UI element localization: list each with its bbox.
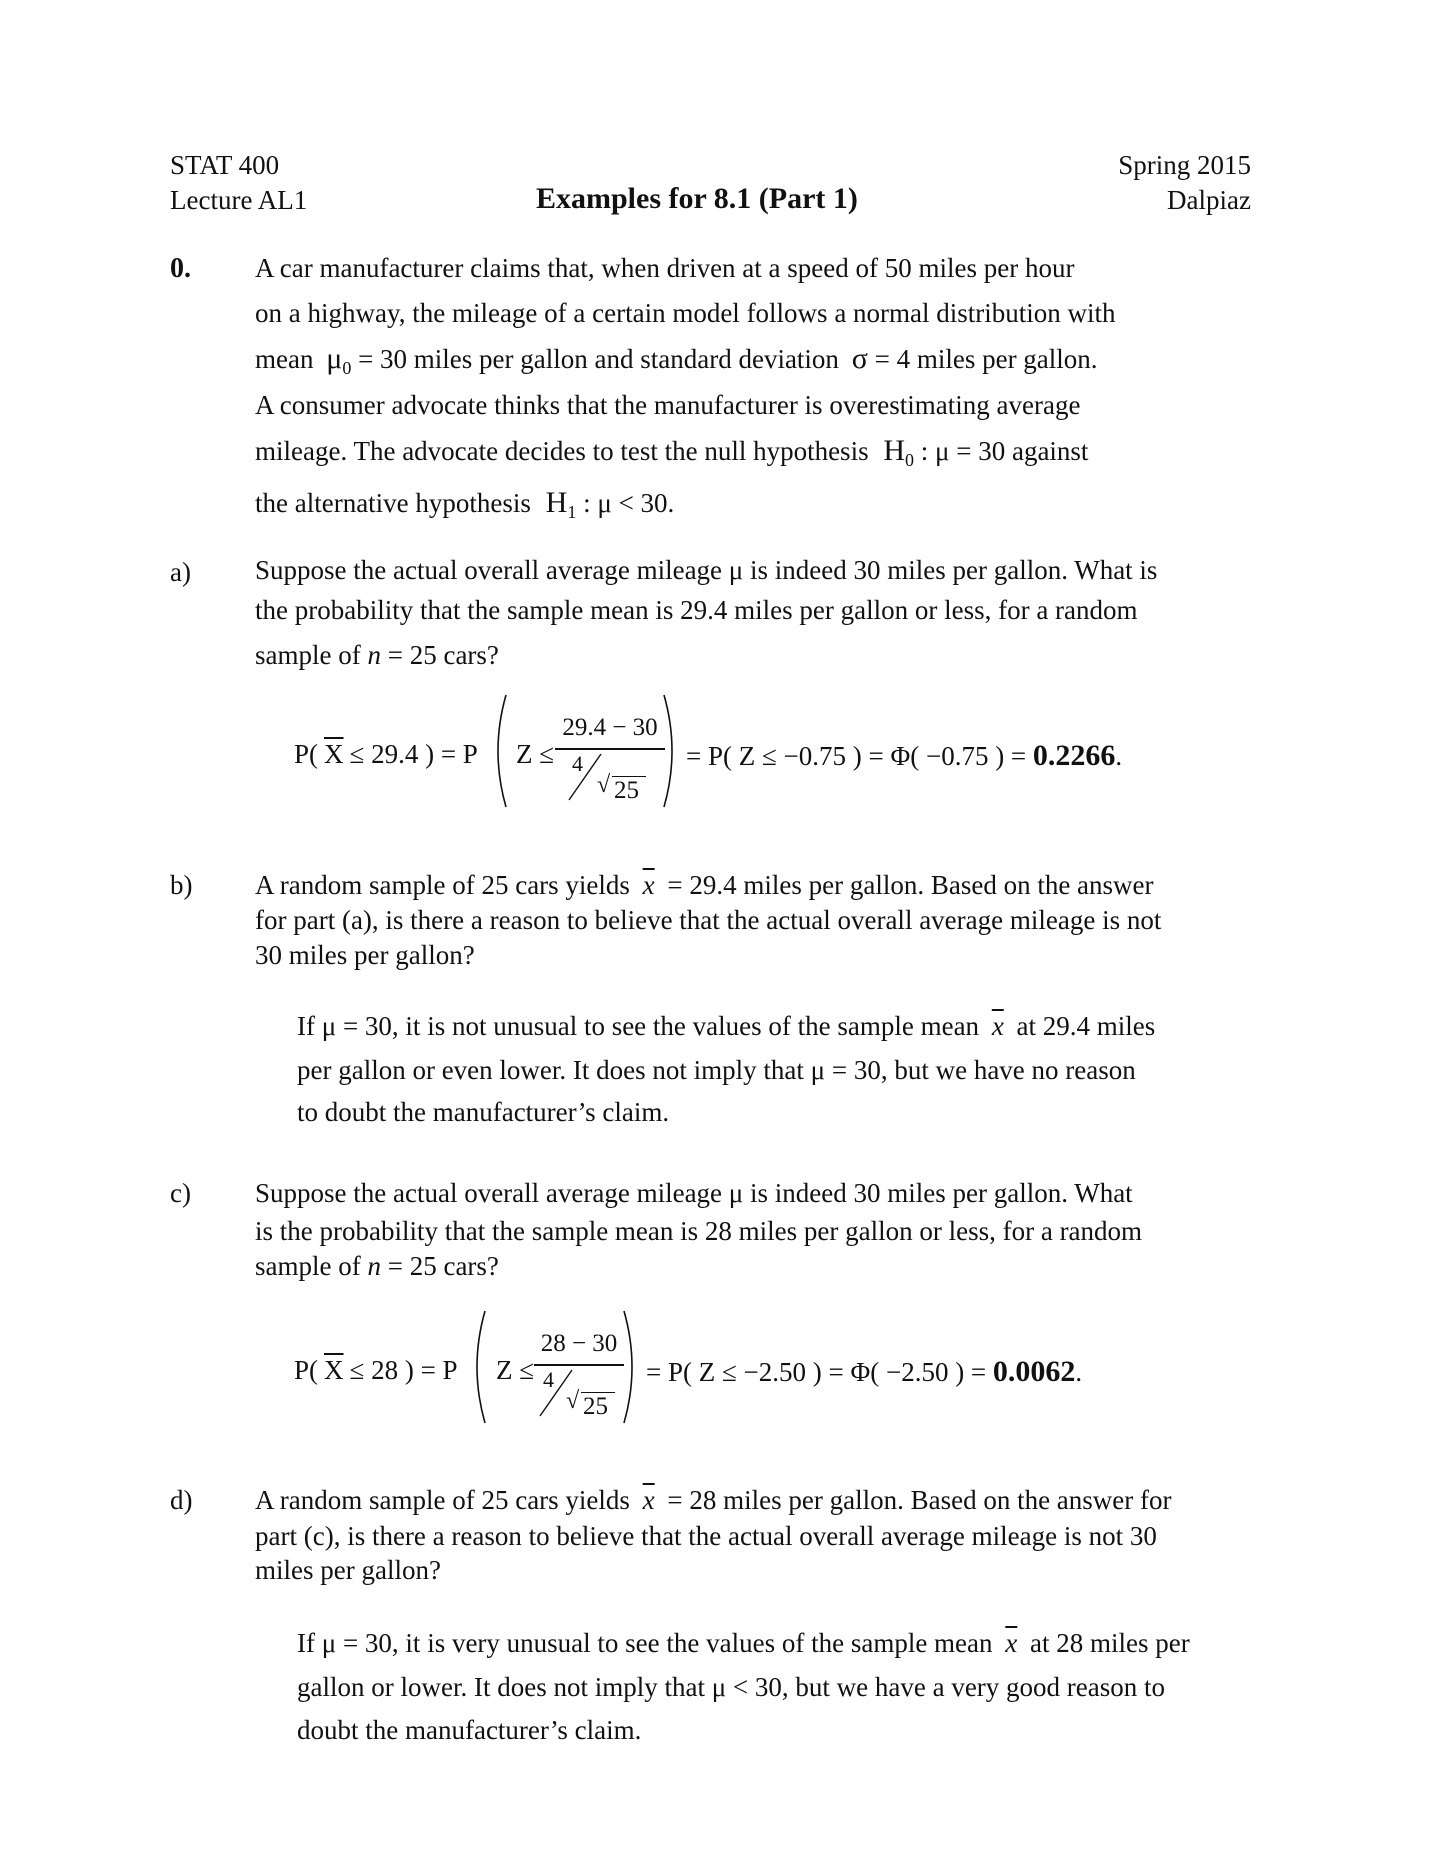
formula-a-p: P(	[294, 739, 319, 769]
formula-c-den-sqrt: √	[566, 1388, 580, 1414]
page-title: Examples for 8.1 (Part 1)	[536, 182, 858, 215]
part-d-answer-1b: at 28 miles per	[1030, 1628, 1190, 1658]
problem-0-line-2: on a highway, the mileage of a certain model follows a normal distribution with	[255, 298, 1116, 328]
part-a-line-2: the probability that the sample mean is 29.4 miles per gallon or less, for a random	[255, 595, 1138, 625]
part-b-value: = 29.4 miles per gallon. Based on the answer	[667, 870, 1154, 900]
formula-a-result: 0.2266	[1032, 739, 1116, 772]
part-a-label: a)	[170, 557, 191, 587]
part-d-line-2: part (c), is there a reason to believe that the actual overall average mileage is not 30	[255, 1521, 1157, 1551]
formula-c-numerator: 28 − 30	[540, 1330, 618, 1357]
formula-c-rhs-text: = P( Z ≤ −2.50 ) = Φ( −2.50 ) =	[646, 1357, 987, 1387]
n-variable: n	[367, 640, 381, 670]
formula-a-den-sqrt: √	[597, 772, 611, 798]
part-b-label: b)	[170, 870, 193, 900]
formula-c-period: .	[1075, 1357, 1083, 1387]
sd-value-text: = 4 miles per gallon.	[874, 344, 1098, 374]
mean-word: mean	[255, 344, 314, 374]
formula-a-period: .	[1115, 741, 1123, 771]
formula-c-right-paren	[620, 1308, 642, 1426]
formula-a-right-paren	[660, 692, 682, 810]
null-hyp-H: H	[883, 434, 905, 467]
part-b-line-2: for part (a), is there a reason to believe that the actual overall average mileage is not	[255, 905, 1162, 935]
sigma-symbol: σ	[851, 342, 868, 375]
lecture-section: Lecture AL1	[170, 185, 308, 215]
formula-a-z: Z ≤	[516, 739, 555, 769]
part-b-answer-1a: If μ = 30, it is not unusual to see the values of the sample mean	[297, 1011, 980, 1041]
part-b-line-1	[255, 872, 1154, 899]
n-variable-c: n	[367, 1251, 381, 1281]
part-d-answer-xbar: $\overline{x}$	[1005, 1628, 1018, 1658]
mean-value-text: = 30 miles per gallon and standard deviation	[358, 344, 839, 374]
formula-a-lhs	[294, 739, 478, 770]
sample-of-text-c: sample of	[255, 1251, 361, 1281]
problem-0-line-3	[255, 342, 1098, 378]
part-b-answer-xbar: $\overline{x}$	[991, 1011, 1004, 1041]
part-d-value: = 28 miles per gallon. Based on the answer for	[667, 1485, 1172, 1515]
problem-0-line-4: A consumer advocate thinks that the manufacturer is overestimating average	[255, 390, 1081, 420]
formula-c-rhs	[646, 1355, 1082, 1389]
part-c-line-3	[255, 1253, 499, 1280]
formula-c-den-25: 25	[583, 1393, 608, 1420]
alt-hyp-subscript: 1	[567, 502, 577, 522]
formula-c-lhs-rest: ≤ 28 ) = P	[349, 1355, 458, 1385]
part-b-answer-2: per gallon or even lower. It does not imply that μ = 30, but we have no reason	[297, 1055, 1136, 1085]
formula-c-fraction-bar	[534, 1364, 624, 1366]
part-c-line-2: is the probability that the sample mean is 28 miles per gallon or less, for a random	[255, 1216, 1143, 1246]
part-d-answer-1	[297, 1630, 1190, 1657]
sample-of-text: sample of	[255, 640, 361, 670]
problem-0-line-6	[255, 486, 675, 522]
problem-0-label: 0.	[170, 253, 191, 284]
formula-a-den-25: 25	[614, 777, 639, 804]
formula-c-p: P(	[294, 1355, 319, 1385]
part-d-line-3: miles per gallon?	[255, 1555, 441, 1585]
part-d-intro: A random sample of 25 cars yields	[255, 1485, 630, 1515]
formula-a-numerator: 29.4 − 30	[562, 714, 658, 741]
formula-c-result: 0.0062	[992, 1355, 1076, 1388]
part-b-answer-1	[297, 1013, 1155, 1040]
formula-a-xbar: $\overline{X}$	[324, 739, 344, 769]
part-b-answer-1b: at 29.4 miles	[1016, 1011, 1156, 1041]
instructor: Dalpiaz	[1167, 185, 1251, 215]
null-hyp-statement: : μ = 30 against	[920, 436, 1089, 466]
formula-a-rhs-text: = P( Z ≤ −0.75 ) = Φ( −0.75 ) =	[686, 741, 1027, 771]
part-c-label: c)	[170, 1178, 191, 1208]
mu-subscript: 0	[342, 358, 352, 378]
part-a-line-1: Suppose the actual overall average mileage μ is indeed 30 miles per gallon. What is	[255, 555, 1158, 585]
null-hyp-subscript: 0	[905, 450, 914, 470]
formula-c-left-paren	[467, 1308, 489, 1426]
part-b-xbar: $\overline{x}$	[642, 870, 655, 900]
null-hyp-intro: mileage. The advocate decides to test the null hypothesis	[255, 436, 869, 466]
alt-hyp-statement: : μ < 30.	[583, 488, 675, 518]
sample-size-text-c: = 25 cars?	[387, 1251, 499, 1281]
formula-c-z: Z ≤	[496, 1355, 535, 1385]
part-b-answer-3: to doubt the manufacturer’s claim.	[297, 1097, 670, 1127]
mu-symbol: μ	[326, 342, 343, 375]
formula-a-rhs	[686, 739, 1122, 773]
part-a-line-3	[255, 642, 499, 669]
problem-0-line-5	[255, 434, 1089, 470]
part-b-intro: A random sample of 25 cars yields	[255, 870, 630, 900]
sample-size-text: = 25 cars?	[387, 640, 499, 670]
formula-a-lhs-rest: ≤ 29.4 ) = P	[349, 739, 478, 769]
part-b-line-3: 30 miles per gallon?	[255, 940, 475, 970]
part-c-line-1: Suppose the actual overall average mileage μ is indeed 30 miles per gallon. What	[255, 1178, 1133, 1208]
formula-c-lhs	[294, 1355, 458, 1386]
part-d-answer-2: gallon or lower. It does not imply that μ < 30, but we have a very good reason to	[297, 1672, 1166, 1702]
formula-a-fraction-bar	[555, 748, 665, 750]
formula-c-xbar: $\overline{X}$	[324, 1355, 344, 1385]
part-d-answer-1a: If μ = 30, it is very unusual to see the values of the sample mean	[297, 1628, 993, 1658]
course-code: STAT 400	[170, 150, 280, 180]
formula-a-den-4: 4	[572, 751, 583, 776]
problem-0-line-1: A car manufacturer claims that, when driven at a speed of 50 miles per hour	[255, 253, 1075, 283]
alt-hyp-intro: the alternative hypothesis	[255, 488, 531, 518]
part-d-xbar: $\overline{x}$	[642, 1485, 655, 1515]
alt-hyp-H: H	[545, 486, 568, 519]
part-d-label: d)	[170, 1485, 193, 1515]
part-d-line-1	[255, 1487, 1172, 1514]
formula-a-left-paren	[488, 692, 510, 810]
formula-c-den-4: 4	[543, 1367, 554, 1392]
term: Spring 2015	[1118, 150, 1251, 180]
part-d-answer-3: doubt the manufacturer’s claim.	[297, 1715, 642, 1745]
